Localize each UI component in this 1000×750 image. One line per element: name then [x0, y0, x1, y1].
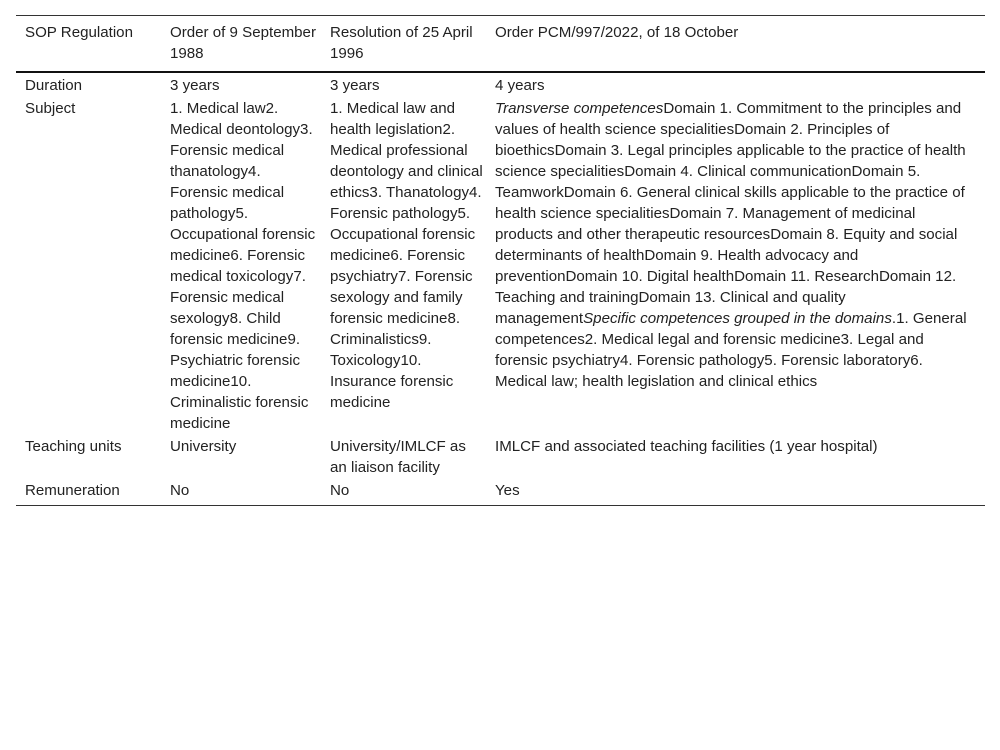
- row-label: Subject: [25, 100, 76, 117]
- table-row-subject: [16, 98, 985, 436]
- regulation-comparison-table: [16, 15, 985, 506]
- header-order-1988: Order of 9 September 1988: [170, 24, 316, 62]
- transverse-competences-label: Transverse competences: [495, 100, 664, 117]
- header-resolution-1996: Resolution of 25 April 1996: [330, 24, 473, 62]
- header-sop-regulation: SOP Regulation: [25, 24, 133, 41]
- cell-1988: University: [170, 438, 237, 455]
- row-label: Remuneration: [25, 482, 120, 499]
- header-order-2022: Order PCM/997/2022, of 18 October: [495, 24, 739, 41]
- cell-1996: 1. Medical law and health legislation2. Medical professional deontology and clinical ethics3. Thanatology4. Forensic pathology5. Occupational forensic medicine6. Forensic psychiatry7. Forensic sexology and family forensic medicine8. Criminalistics9. Toxicology10. Insurance forensic medicine: [330, 100, 483, 411]
- cell-2022: 4 years: [495, 77, 545, 94]
- specific-competences-text: .1. General competences2. Medical legal and forensic medicine3. Legal and forensic psychiatry4. Forensic pathology5. Forensic laboratory6. Medical law; health legislation and clinical ethics: [495, 310, 967, 390]
- cell-1988: 3 years: [170, 77, 220, 94]
- cell-1988: No: [170, 482, 190, 499]
- table-row-remuneration: [16, 480, 985, 506]
- cell-2022: Yes: [495, 482, 520, 499]
- row-label: Duration: [25, 77, 83, 94]
- header-row: [16, 16, 985, 73]
- transverse-competences-text: Domain 1. Commitment to the principles and values of health science specialitiesDomain 2. Principles of bioethicsDomain 3. Legal principles applicable to the practice of health science specialitiesDomain 4. Clinical communicationDomain 5. TeamworkDomain 6. General clinical skills applicable to the practice of health science specialitiesDomain 7. Management of medicinal products and other therapeutic resourcesDomain 8. Equity and social determinants of healthDomain 9. Health advocacy and preventionDomain 10. Digital healthDomain 11. ResearchDomain 12. Teaching and trainingDomain 13. Clinical and quality management: [495, 100, 966, 327]
- cell-1996: 3 years: [330, 77, 380, 94]
- specific-competences-label: Specific competences grouped in the domains: [583, 310, 892, 327]
- cell-2022: IMLCF and associated teaching facilities (1 year hospital): [495, 438, 878, 455]
- cell-1996: No: [330, 482, 350, 499]
- cell-1996: University/IMLCF as an liaison facility: [330, 438, 466, 476]
- cell-2022: [486, 98, 985, 436]
- table-row-teaching-units: [16, 436, 985, 480]
- row-label: Teaching units: [25, 438, 122, 455]
- table-row-duration: [16, 72, 985, 98]
- cell-1988: 1. Medical law2. Medical deontology3. Forensic medical thanatology4. Forensic medical pathology5. Occupational forensic medicine6. Forensic medical toxicology7. Forensic medical sexology8. Child forensic medicine9. Psychiatric forensic medicine10. Criminalistic forensic medicine: [170, 100, 316, 432]
